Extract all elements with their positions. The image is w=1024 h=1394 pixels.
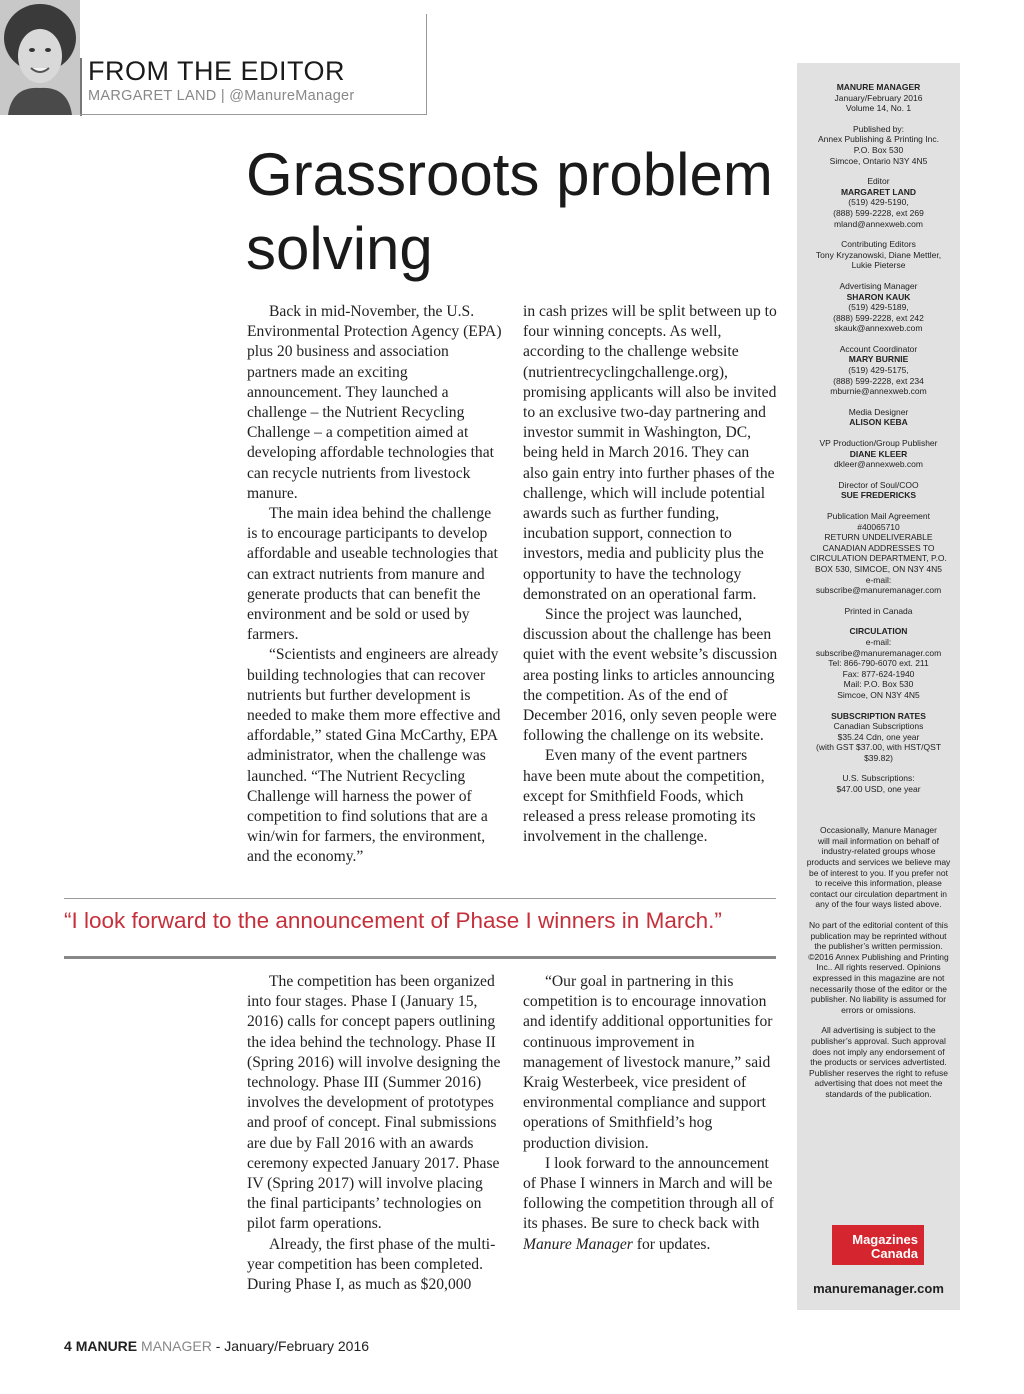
article-paragraph: Back in mid-November, the U.S. Environmental Protection Agency (EPA) plus 20 business and association partners made an exciting announcement. They launched a challenge – the Nutrient Recycling Challenge – a competition aimed at developing affordable technologies that can recycle nutrients from livestock manure. — [247, 303, 502, 502]
masthead-block — [803, 82, 954, 114]
masthead-line: necessarily those of the editor or the — [809, 983, 948, 994]
article-paragraph: Even many of the event partners have been mute about the competition, except for Smithfield Foods, which released a press release promoting its involvement in the challenge. — [523, 747, 765, 846]
masthead-line: Simcoe, ON N3Y 4N5 — [837, 689, 920, 700]
editor-box-divider — [426, 14, 427, 114]
masthead-line: will mail information on behalf of — [818, 835, 939, 846]
article-paragraph: The competition has been organized into four stages. Phase I (January 15, 2016) calls for concept papers outlining the idea behind the technology. Phase II (Spring 2016) will involve designing the technology. Phase III (Summer 2016) involves the development of prototypes and proof of concept. Final submissions are due by Fall 2016 with an awards ceremony expected January 2017. Phase IV (Spring 2017) will involve placing the final participants’ technologies on pilot farm operations. — [247, 973, 501, 1233]
masthead-line: BOX 530, SIMCOE, ON N3Y 4N5 — [815, 563, 942, 574]
pull-quote-bottom-rule — [64, 956, 776, 959]
masthead-block — [803, 773, 954, 794]
masthead-line: ©2016 Annex Publishing and Printing — [808, 951, 949, 962]
masthead-line: ALISON KEBA — [849, 417, 908, 428]
masthead-block — [803, 711, 954, 764]
masthead-block — [803, 805, 954, 816]
footer-issue: - January/February 2016 — [215, 1338, 370, 1354]
masthead-line: skauk@annexweb.com — [834, 323, 923, 334]
masthead-line: VP Production/Group Publisher — [819, 438, 938, 449]
masthead-line: Director of Soul/COO — [838, 479, 919, 490]
article-column-1-top — [247, 302, 502, 868]
masthead-line: advertising that does not meet the — [814, 1078, 943, 1089]
masthead-line: any of the four ways listed above. — [815, 899, 942, 910]
masthead-block — [803, 407, 954, 428]
closing-publication-name: Manure Manager — [523, 1235, 633, 1253]
masthead-line: dkleer@annexweb.com — [834, 459, 923, 470]
masthead-line — [803, 805, 954, 816]
masthead-block — [803, 176, 954, 229]
pull-quote-top-rule — [64, 898, 776, 899]
section-label: FROM THE EDITOR — [88, 56, 346, 86]
masthead-line: $39.82) — [864, 752, 893, 763]
masthead-block — [803, 626, 954, 700]
masthead-line: P.O. Box 530 — [853, 144, 904, 155]
article-paragraph-continued: in cash prizes will be split between up to four winning concepts. As well, according to the challenge website (nutrientrecyclingchallenge.org), promising applicants will also be invited to an exclusive two-day partnering and investor summit in Washington, DC, being held in March 2016. They can also gain entry into further phases of the challenge, which will include potential awards such as further funding, incubation support, connection to investors, media and publicity plus the opportunity to have the technology demonstrated on an operational farm. — [523, 303, 777, 603]
article-paragraph: “Scientists and engineers are already building technologies that can recover nutrients but further development is needed to make them more effective and affordable,” stated Gina McCarthy, EPA administrator, when the challenge was launched. “The Nutrient Recycling Challenge will harness the power of competition to find solutions that are a win/win for farmers, the environment, and the economy.” — [247, 646, 501, 866]
masthead-line: Editor — [867, 176, 890, 187]
masthead-line: SUBSCRIPTION RATES — [831, 710, 926, 721]
masthead-line: be of interest to you. If you prefer not — [809, 867, 948, 878]
article-column-2-bottom — [523, 972, 778, 1255]
masthead-block — [803, 124, 954, 166]
site-url[interactable]: manuremanager.com — [813, 1281, 944, 1296]
article-column-2-top — [523, 302, 778, 847]
masthead-line: standards of the publication. — [825, 1088, 932, 1099]
masthead-line: Publisher reserves the right to refuse — [809, 1067, 948, 1078]
masthead-line: (with GST $37.00, with HST/QST — [815, 742, 942, 753]
editor-accent-rule — [80, 58, 82, 116]
masthead-line: Advertising Manager — [839, 280, 918, 291]
article-closing-paragraph — [523, 1154, 778, 1255]
masthead-line: Inc.. All rights reserved. Opinions — [816, 962, 941, 973]
masthead-line: No part of the editorial content of this — [809, 920, 948, 930]
masthead-line: expressed in this magazine are not — [812, 972, 945, 983]
masthead-line: SHARON KAUK — [846, 291, 911, 302]
masthead-line: (519) 429-5190, — [848, 197, 909, 208]
masthead-line: $35.24 Cdn, one year — [837, 731, 920, 742]
masthead-line: January/February 2016 — [834, 92, 923, 103]
page-number: 4 — [64, 1338, 72, 1354]
masthead-line: Simcoe, Ontario N3Y 4N5 — [829, 155, 928, 166]
masthead-line: Mail: P.O. Box 530 — [843, 679, 914, 690]
masthead-line: does not imply any endorsement of — [812, 1046, 945, 1057]
masthead-line: industry-related groups whose — [821, 846, 936, 857]
masthead-line: Fax: 877-624-1940 — [842, 668, 915, 679]
masthead-line: $47.00 USD, one year — [836, 784, 921, 795]
masthead-line: the publisher’s written permission. — [814, 941, 943, 952]
masthead-line: publisher’s approval. Such approval — [811, 1035, 946, 1046]
footer-brand-light: MANAGER — [141, 1338, 212, 1354]
logo-line-2: Canada — [871, 1246, 918, 1261]
masthead-line: Contributing Editors — [841, 239, 916, 250]
masthead-block — [803, 239, 954, 271]
masthead-line: e-mail: subscribe@manuremanager.com — [815, 574, 942, 596]
masthead-line: Tel: 866-790-6070 ext. 211 — [828, 658, 929, 669]
masthead-line: Published by: — [852, 123, 905, 134]
editor-byline: MARGARET LAND | @ManureManager — [88, 88, 355, 104]
masthead-line: Volume 14, No. 1 — [845, 103, 912, 114]
masthead-line: Lukie Pieterse — [851, 260, 906, 271]
masthead-line: Annex Publishing & Printing Inc. — [818, 134, 939, 145]
editor-box-underline — [80, 114, 427, 115]
masthead-line: (519) 429-5189, — [848, 302, 909, 313]
masthead-line: CIRCULATION DEPARTMENT, P.O. — [810, 553, 947, 564]
article-paragraph: “Our goal in partnering in this competition is to encourage innovation and identify additional opportunities for continuous improvement in management of livestock manure,” said Kraig Westerbeek, vice president of environmental compliance and support operations of Smithfield’s hog production division. — [523, 973, 773, 1152]
masthead-line: mburnie@annexweb.com — [830, 386, 927, 397]
masthead-block — [803, 438, 954, 470]
article-paragraph: Since the project was launched, discussion about the challenge has been quiet with the event website’s discussion area posting links to articles announcing the competition. As of the end of December 2016, only seven people were following the challenge on its website. — [523, 606, 778, 745]
masthead-line: (888) 599-2228, ext 269 — [833, 207, 924, 218]
masthead-line: All advertising is subject to the — [821, 1025, 936, 1036]
masthead-line: RETURN UNDELIVERABLE — [824, 532, 933, 543]
masthead-line: MARGARET LAND — [840, 186, 917, 197]
masthead-line: errors or omissions. — [841, 1004, 916, 1015]
masthead-line: contact our circulation department in — [809, 888, 948, 899]
masthead-line: DIANE KLEER — [849, 448, 908, 459]
masthead-line: Tony Kryzanowski, Diane Mettler, — [815, 249, 942, 260]
footer-brand-bold: MANURE — [75, 1338, 138, 1354]
masthead-block — [803, 344, 954, 397]
masthead-line: Account Coordinator — [839, 343, 918, 354]
masthead-line: Canadian Subscriptions — [833, 721, 924, 732]
page-footer — [64, 1338, 369, 1354]
article-column-1-bottom — [247, 972, 502, 1295]
masthead-block — [803, 1025, 954, 1099]
masthead-line: (888) 599-2228, ext 234 — [833, 375, 924, 386]
masthead-line: Media Designer — [848, 406, 909, 417]
masthead-line: Occasionally, Manure Manager — [819, 825, 937, 836]
masthead-line: SUE FREDERICKS — [840, 490, 917, 501]
masthead-blocks — [797, 63, 960, 1100]
masthead-block — [803, 606, 954, 617]
article-paragraph: The main idea behind the challenge is to encourage participants to develop affordable and useable technologies that can extract nutrients from manure and generate products that can benefit the environment and be sold or used by farmers. — [247, 505, 498, 644]
masthead-sidebar — [797, 63, 960, 1310]
masthead-line: (888) 599-2228, ext 242 — [833, 312, 924, 323]
editor-portrait — [0, 0, 80, 115]
masthead-line: the products or services advertisted. — [810, 1057, 947, 1068]
masthead-line: (519) 429-5175, — [848, 365, 909, 376]
masthead-line: publisher. No liability is assumed for — [810, 994, 947, 1005]
masthead-line: Printed in Canada — [844, 605, 913, 616]
masthead-line: CIRCULATION — [849, 626, 908, 637]
logo-line-1: Magazines — [852, 1232, 918, 1247]
masthead-block — [803, 825, 954, 910]
article-headline: Grassroots problem solving — [246, 141, 773, 282]
pull-quote: “I look forward to the announcement of Phase I winners in March.” — [64, 908, 722, 933]
masthead-line: MANURE MANAGER — [836, 82, 921, 92]
masthead-line: Publication Mail Agreement — [826, 511, 930, 521]
masthead-line: #40065710 — [857, 521, 900, 532]
masthead-block — [803, 281, 954, 334]
masthead-line: to receive this information, please — [815, 878, 942, 889]
masthead-line: publication may be reprinted without — [810, 930, 947, 941]
masthead-line: CANADIAN ADDRESSES TO — [822, 542, 935, 553]
masthead-block — [803, 511, 954, 596]
masthead-line: U.S. Subscriptions: — [842, 773, 915, 784]
article-paragraph: Already, the first phase of the multi-year competition has been completed. During Phase I, as much as $20,000 — [247, 1235, 496, 1294]
masthead-line: mland@annexweb.com — [834, 218, 923, 229]
masthead-line: products and services we believe may — [806, 857, 951, 868]
magazines-canada-logo — [832, 1225, 924, 1265]
masthead-line: e-mail: subscribe@manuremanager.com — [815, 636, 942, 658]
closing-text: I look forward to the announcement of Phase I winners in March and will be following the competition through all of its phases. Be sure to check back with — [523, 1154, 774, 1233]
closing-tail: for updates. — [632, 1235, 711, 1253]
masthead-block — [803, 480, 954, 501]
masthead-block — [803, 920, 954, 1015]
masthead-line: MARY BURNIE — [848, 354, 909, 365]
